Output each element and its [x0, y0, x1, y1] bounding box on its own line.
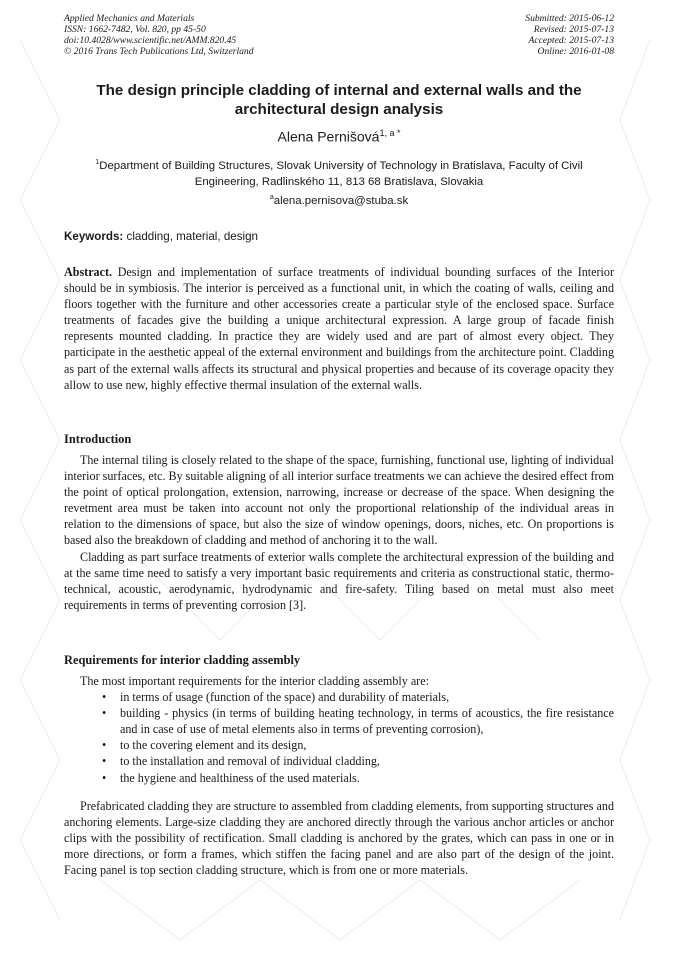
date-accepted: Accepted: 2015-07-13: [528, 34, 614, 46]
keywords-label: Keywords:: [64, 230, 124, 243]
requirements-intro: The most important requirements for the interior cladding assembly are:: [80, 674, 429, 688]
requirements-list: [64, 689, 614, 786]
list-item: • to the installation and removal of individual cladding,: [102, 754, 380, 769]
introduction-body: [64, 452, 614, 613]
keywords-text: cladding, material, design: [126, 230, 258, 243]
paper-title: The design principle cladding of internal and external walls and the architectural design analysis: [96, 82, 582, 118]
list-item: • building - physics (in terms of building heating technology, in terms of acoustics, the fire resistance and in case of use of metal elements also in terms of preventing corrosion),: [102, 706, 614, 737]
date-submitted: Submitted: 2015-06-12: [525, 13, 614, 24]
abstract: [64, 264, 614, 393]
author-email: [64, 194, 614, 207]
bullet-icon: •: [102, 690, 107, 705]
publication-dates: [525, 14, 614, 58]
author-line: [64, 128, 614, 145]
prefabricated-text: Prefabricated cladding they are structure to assembled from cladding elements, from supporting structures and anchoring elements. Large-size cladding they are anchored directly through the various anchor articles or anchor clips with the possibility of rectification. Small cladding is anchored by the grates, which can pass in one or in more directions, or form a frames, which stiffen the facing panel and are also part of the design of the joint. Facing panel is top section cladding structure, which is from one or more materials.: [64, 799, 614, 878]
prefabricated-paragraph: [64, 798, 614, 878]
journal-name: Applied Mechanics and Materials: [64, 13, 195, 24]
journal-doi: doi:10.4028/www.scientific.net/AMM.820.45: [64, 34, 237, 46]
introduction-heading: Introduction: [64, 432, 132, 446]
date-revised: Revised: 2015-07-13: [533, 23, 614, 35]
introduction-paragraph: Cladding as part surface treatments of exterior walls complete the architectural expression of the building and at the same time need to satisfy a very important basic requirements and criteria as constructional static, thermo-technical, acoustic, aerodynamic, hydrodynamic and fire-safety. Tiling based on metal must also meet requirements in terms of preventing corrosion [3].: [64, 549, 614, 612]
journal-copyright: © 2016 Trans Tech Publications Ltd, Switzerland: [64, 45, 254, 57]
affiliation-superscript: 1: [95, 159, 100, 166]
journal-issn: ISSN: 1662-7482, Vol. 820, pp 45-50: [64, 23, 206, 35]
author-superscript: 1, a *: [379, 128, 401, 138]
affiliation: [64, 155, 614, 190]
journal-info: [64, 14, 254, 58]
email-text: alena.pernisova@stuba.sk: [273, 194, 409, 207]
requirements-body: [64, 673, 614, 786]
bullet-icon: •: [102, 738, 107, 753]
date-online: Online: 2016-01-08: [537, 45, 614, 57]
list-item: • the hygiene and healthiness of the used materials.: [102, 770, 360, 785]
bullet-icon: •: [102, 770, 107, 785]
affiliation-text: Department of Building Structures, Slovak University of Technology in Bratislava, Faculty of Civil Engineering, Radlinského 11, 813 68 Bratislava, Slovakia: [99, 159, 583, 188]
bullet-icon: •: [102, 706, 107, 721]
abstract-text: Design and implementation of surface treatments of individual bounding surfaces of the Interior should be in symbiosis. The interior is perceived as a functional unit, in which the coating of walls, ceiling and floors together with the furniture and other accessories create a particular style of the enclosed space. Surface treatments of facades give the building a unique architectural expression. A large group of facade finish represents mounted cladding. In practice they are widely used and are part of almost every object. They participate in the aesthetic appeal of the external environment and buildings from the architecture point. Cladding as part of the external walls affects its structural and physical properties and because of its coverage opacity they allow to use new, highly effective thermal insulation of the external walls.: [64, 265, 614, 392]
keywords: [64, 230, 258, 243]
bullet-icon: •: [102, 754, 107, 769]
list-item: • in terms of usage (function of the space) and durability of materials,: [102, 690, 450, 705]
abstract-label: Abstract.: [64, 265, 113, 279]
requirements-heading: Requirements for interior cladding assembly: [64, 653, 301, 667]
email-superscript: a: [269, 194, 274, 201]
introduction-paragraph: The internal tiling is closely related to the shape of the space, furnishing, functional use, lighting of individual interior surfaces, etc. By suitable aligning of all interior surface treatments we can achieve the desired effect from the point of optical prolongation, extension, narrowing, increase or decrease of the space. When designing the revetment area must be taken into account not only the proportional relationship of the individual areas in relation to the dimensions of space, but also the size of window openings, doors, niches, etc. On proportions is based also the breakdown of cladding and method of anchoring it to the wall.: [64, 453, 614, 548]
list-item: • to the covering element and its design,: [102, 738, 307, 753]
author-name: Alena Pernišová: [277, 128, 380, 145]
